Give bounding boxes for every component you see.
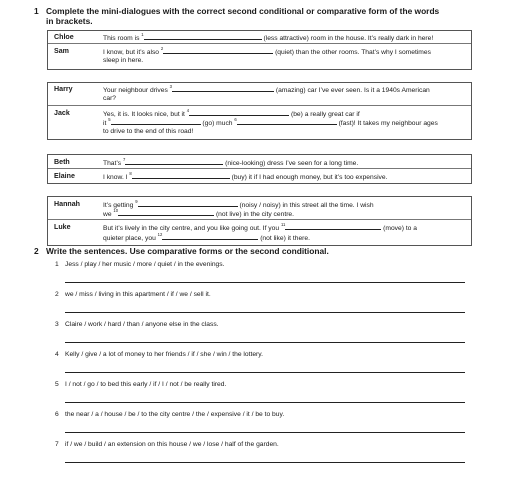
exercise-2-instruction: Write the sentences. Use comparative forms or the second conditional. <box>46 246 329 256</box>
answer-blank-2[interactable] <box>163 47 273 54</box>
answer-blank-5[interactable] <box>111 118 201 125</box>
answer-blank-7[interactable] <box>125 158 223 165</box>
exercise-1-number: 1 <box>34 6 39 16</box>
dialogue-2-line-b2: it $^5$ (go) much $^6$ (fast)! It takes my neighbour ages <box>103 117 438 127</box>
speaker-chloe: Chloe <box>54 33 74 41</box>
dialogue-2-line-a2: car? <box>103 95 117 102</box>
answer-blank-3[interactable] <box>172 85 274 92</box>
dialogue-2-line-a: Your neighbour drives $^3$ (amazing) car I’ve ever seen. Is it a 1940s American <box>103 84 430 94</box>
dialogue-4-line-b2: quieter place, you $^{12}$ (not like) it there. <box>103 232 310 242</box>
answer-blank-8[interactable] <box>132 172 230 179</box>
answer-line-1[interactable] <box>65 282 465 283</box>
answer-blank-1[interactable] <box>144 33 262 40</box>
dialogue-box-4 <box>47 196 472 246</box>
dialogue-3-line-b: I know. I $^8$ (buy) it if I had enough money, but it’s too expensive. <box>103 171 388 181</box>
dialogue-4-line-a: It’s getting $^9$ (noisy / noisy) in this street all the time. I wish <box>103 199 374 209</box>
answer-line-6[interactable] <box>65 432 465 433</box>
dialogue-2-line-b3: to drive to the end of this road! <box>103 128 194 135</box>
answer-blank-11[interactable] <box>285 223 381 230</box>
answer-line-5[interactable] <box>65 402 465 403</box>
dialogue-box-3 <box>47 154 472 184</box>
dialogue-1-line-a: This room is $^1$ (less attractive) room in the house. It’s really dark in here! <box>103 32 434 42</box>
speaker-luke: Luke <box>54 223 71 231</box>
dialogue-1-line-b: I know, but it’s also $^2$ (quiet) than the other rooms. That’s why I sometimes <box>103 46 431 56</box>
dialogue-2-line-b: Yes, it is. It looks nice, but it $^4$ (be) a really great car if <box>103 108 360 118</box>
answer-line-7[interactable] <box>65 462 465 463</box>
dialogue-box-1 <box>47 30 472 70</box>
exercise-2-number: 2 <box>34 246 39 256</box>
exercise-1-title <box>34 6 494 28</box>
answer-blank-10[interactable] <box>118 209 214 216</box>
speaker-harry: Harry <box>54 85 73 93</box>
speaker-hannah: Hannah <box>54 200 81 208</box>
answer-line-2[interactable] <box>65 312 465 313</box>
speaker-beth: Beth <box>54 158 70 166</box>
speaker-sam: Sam <box>54 47 69 55</box>
speaker-elaine: Elaine <box>54 172 75 180</box>
answer-blank-12[interactable] <box>162 233 258 240</box>
dialogue-4-line-a2: we $^{10}$ (not live) in the city centre. <box>103 208 295 218</box>
exercise-2-title <box>34 246 494 258</box>
answer-blank-4[interactable] <box>189 109 289 116</box>
answer-blank-6[interactable] <box>237 118 337 125</box>
dialogue-4-line-b: But it’s lively in the city centre, and you like going out. If you $^{11}$ (move) to a <box>103 222 417 232</box>
exercise-1-instruction-line-2: in brackets. <box>46 16 93 26</box>
dialogue-box-2 <box>47 82 472 140</box>
answer-line-4[interactable] <box>65 372 465 373</box>
answer-line-3[interactable] <box>65 342 465 343</box>
answer-blank-9[interactable] <box>138 200 238 207</box>
speaker-jack: Jack <box>54 109 70 117</box>
dialogue-1-line-b2: sleep in here. <box>103 57 144 64</box>
dialogue-3-line-a: That’s $^7$ (nice-looking) dress I’ve seen for a long time. <box>103 157 359 167</box>
exercise-1-instruction-line-1: Complete the mini-dialogues with the correct second conditional or comparative form of the words <box>46 6 440 16</box>
